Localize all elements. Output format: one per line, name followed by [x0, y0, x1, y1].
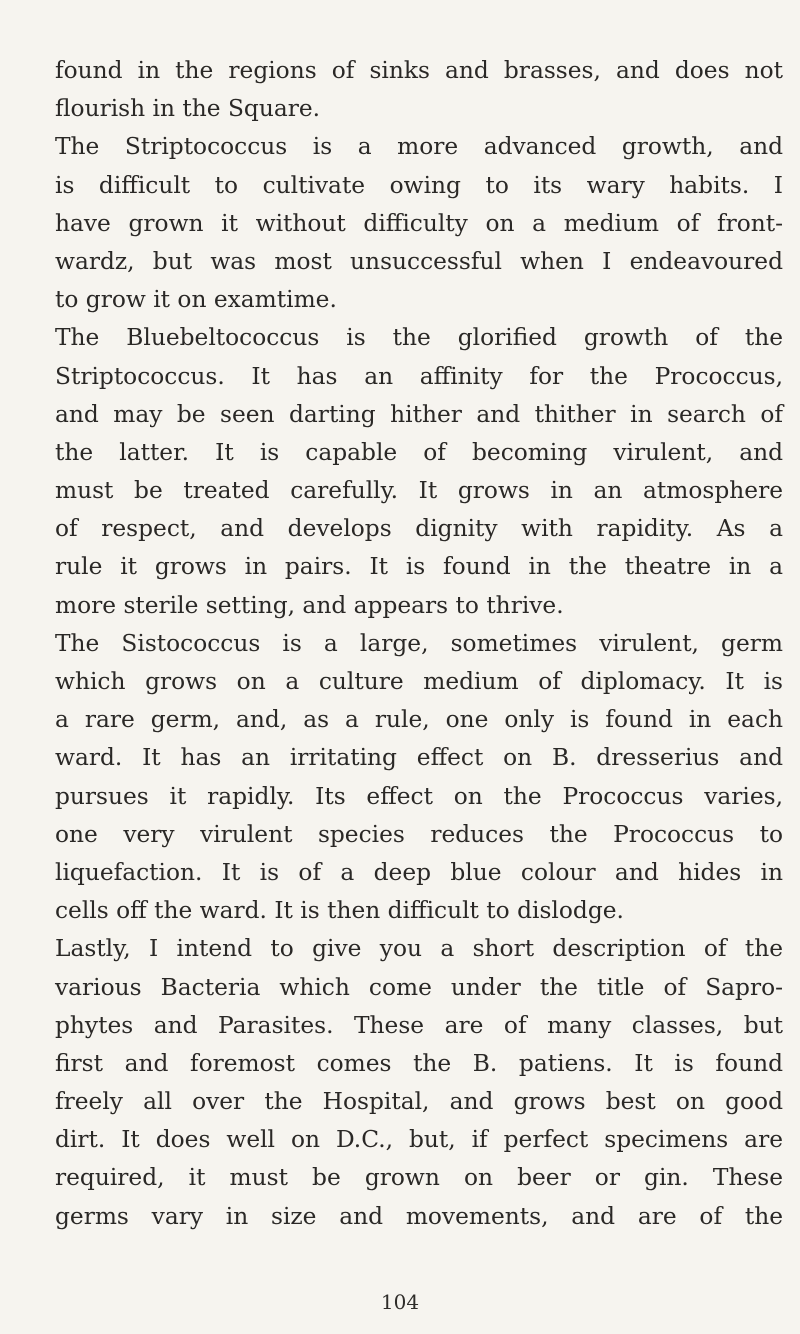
text-line: found in the regions of sinks and brasses, and does not — [55, 57, 783, 84]
text-line: Striptococcus. It has an affinity for the Prococcus, — [55, 362, 783, 390]
text-line: germs vary in size and movements, and are of the — [55, 1202, 783, 1230]
text-line: The Bluebeltococcus is the glorified growth of the — [55, 324, 783, 352]
text-line: dirt. It does well on D.C., but, if perfect specimens are — [55, 1126, 783, 1154]
text-line: flourish in the Square. — [55, 95, 321, 123]
text-line: freely all over the Hospital, and grows best on good — [55, 1088, 783, 1116]
text-line: a rare germ, and, as a rule, one only is found in each — [55, 706, 783, 734]
body-text — [55, 52, 783, 1236]
text-line: of respect, and develops dignity with rapidity. As a — [55, 515, 783, 543]
text-line: more sterile setting, and appears to thrive. — [55, 591, 564, 619]
text-line: is difficult to cultivate owing to its wary habits. I — [55, 171, 783, 199]
text-line: which grows on a culture medium of diplomacy. It is — [55, 668, 783, 695]
text-line: wardz, but was most unsuccessful when I endeavoured — [55, 247, 783, 275]
text-line: first and foremost comes the B. patiens. It is found — [55, 1049, 783, 1077]
text-line: rule it grows in pairs. It is found in the theatre in a — [55, 553, 783, 581]
text-line: ward. It has an irritating effect on B. dresserius and — [55, 744, 783, 772]
text-line: required, it must be grown on beer or gin. These — [55, 1164, 783, 1192]
text-line: the latter. It is capable of becoming virulent, and — [55, 438, 783, 466]
text-line: Lastly, I intend to give you a short description of the — [55, 935, 783, 963]
text-line: liquefaction. It is of a deep blue colour and hides in — [55, 858, 783, 886]
text-line: to grow it on examtime. — [55, 286, 337, 314]
page-number: 104 — [380, 1290, 420, 1314]
text-line: have grown it without difficulty on a medium of front- — [55, 209, 783, 237]
text-line: must be treated carefully. It grows in an atmosphere — [55, 477, 783, 505]
text-line: one very virulent species reduces the Prococcus to — [55, 820, 783, 848]
text-line: various Bacteria which come under the title of Sapro- — [55, 973, 783, 1001]
text-line: The Striptococcus is a more advanced growth, and — [55, 133, 783, 161]
text-line: The Sistococcus is a large, sometimes virulent, germ — [55, 629, 783, 657]
text-line: phytes and Parasites. These are of many classes, but — [55, 1011, 783, 1039]
text-line: and may be seen darting hither and thither in search of — [55, 400, 783, 428]
text-line: cells off the ward. It is then difficult to dislodge. — [55, 897, 624, 925]
text-line: pursues it rapidly. Its effect on the Prococcus varies, — [55, 782, 783, 810]
